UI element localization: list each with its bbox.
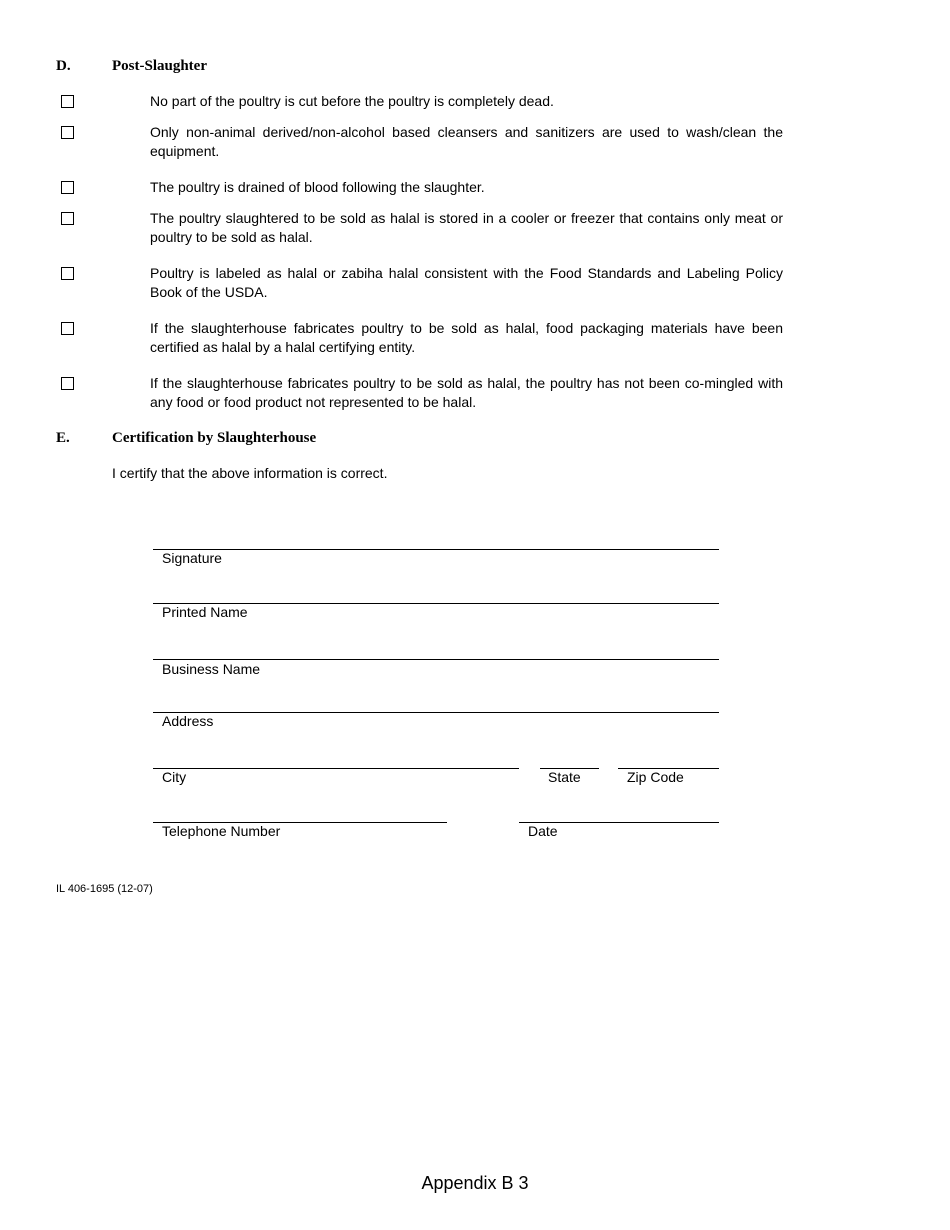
checkbox-item-3[interactable] <box>61 181 74 194</box>
form-number: IL 406-1695 (12-07) <box>56 883 153 895</box>
item-6-text: If the slaughterhouse fabricates poultry to be sold as halal, food packaging materials have been certified as halal by a halal certifying entity. <box>150 320 783 355</box>
item-5-text: Poultry is labeled as halal or zabiha halal consistent with the Food Standards and Labeling Policy Book of the USDA. <box>150 265 783 300</box>
item-4-text: The poultry slaughtered to be sold as halal is stored in a cooler or freezer that contains only meat or poultry to be sold as halal. <box>150 210 783 245</box>
certification-statement: I certify that the above information is correct. <box>112 465 388 481</box>
section-d-title: Post-Slaughter <box>112 58 207 74</box>
city-line[interactable] <box>153 768 519 769</box>
checkbox-item-7[interactable] <box>61 377 74 390</box>
checkbox-item-5[interactable] <box>61 267 74 280</box>
city-label: City <box>162 769 187 785</box>
zip-code-label: Zip Code <box>627 769 684 785</box>
signature-label: Signature <box>162 550 222 566</box>
signature-line[interactable] <box>153 549 719 550</box>
item-7-text: If the slaughterhouse fabricates poultry to be sold as halal, the poultry has not been co-mingled with any food or food product not represented to be halal. <box>150 375 783 410</box>
business-name-line[interactable] <box>153 659 719 660</box>
checkbox-item-1[interactable] <box>61 95 74 108</box>
item-2-text: Only non-animal derived/non-alcohol based cleansers and sanitizers are used to wash/clean the equipment. <box>150 124 783 159</box>
state-label: State <box>548 769 581 785</box>
telephone-label: Telephone Number <box>162 823 281 839</box>
address-label: Address <box>162 713 214 729</box>
section-d-letter: D. <box>56 58 71 74</box>
item-1-text: No part of the poultry is cut before the poultry is completely dead. <box>150 93 554 109</box>
item-3-text: The poultry is drained of blood following the slaughter. <box>150 179 485 195</box>
date-label: Date <box>528 823 558 839</box>
page-footer: Appendix B 3 <box>421 1173 529 1193</box>
checkbox-item-6[interactable] <box>61 322 74 335</box>
checkbox-item-4[interactable] <box>61 212 74 225</box>
checkbox-item-2[interactable] <box>61 126 74 139</box>
section-e-title: Certification by Slaughterhouse <box>112 430 317 446</box>
section-e-letter: E. <box>56 430 70 446</box>
printed-name-label: Printed Name <box>162 604 248 620</box>
business-name-label: Business Name <box>162 661 261 677</box>
address-line[interactable] <box>153 712 719 713</box>
